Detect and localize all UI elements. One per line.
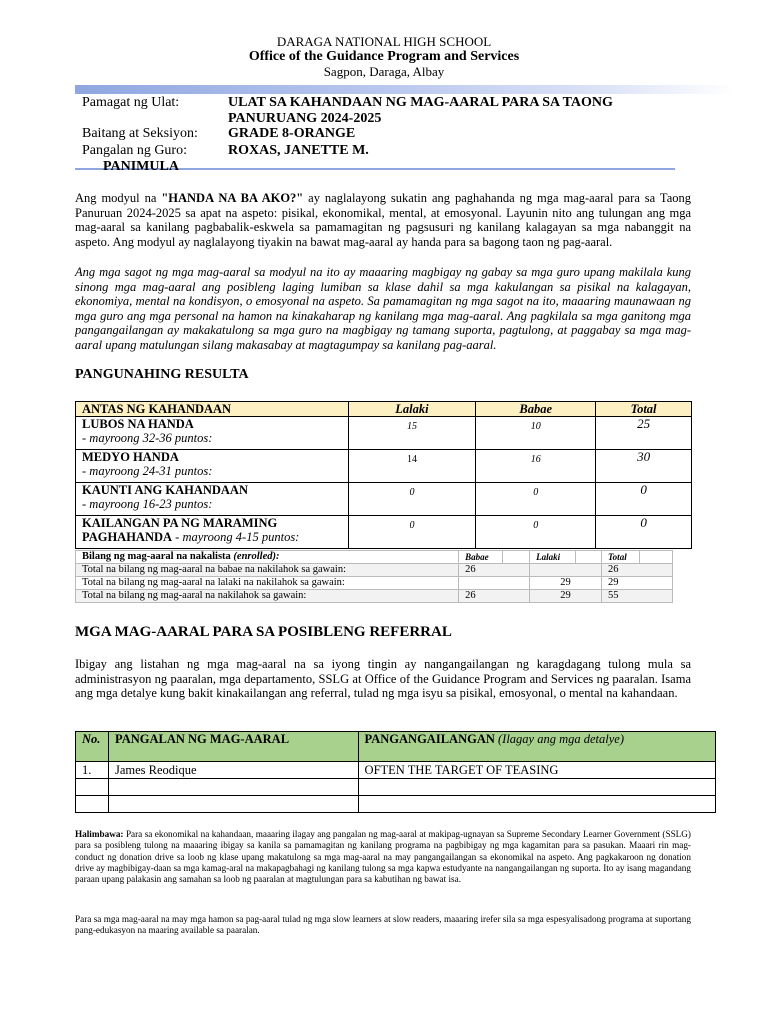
total-count: 25 <box>596 417 692 450</box>
level-range: - mayroong 16-23 puntos: <box>82 497 213 511</box>
level-cell <box>76 516 349 549</box>
student-need <box>358 796 715 813</box>
grade-value: GRADE 8-ORANGE <box>228 126 356 141</box>
row-label: Total na bilang ng mag-aaral na lalaki na nakilahok sa gawain: <box>76 577 459 590</box>
slow-learners-note: Para sa mga mag-aaral na may mga hamon sa pag-aaral tulad ng mga slow learners at slow readers, maaaring irefer sila sa mga espesyalisadong programa at suportang pang-edukasyon na maaring available sa paaralan. <box>75 914 691 936</box>
student-need: OFTEN THE TARGET OF TEASING <box>358 762 715 779</box>
level-range: - mayroong 4-15 puntos: <box>172 530 300 544</box>
column-header-text: PANGANGAILANGAN <box>364 732 495 746</box>
column-header <box>358 732 715 762</box>
total-value: 29 <box>602 577 673 590</box>
referral-paragraph: Ibigay ang listahan ng mga mag-aaral na sa iyong tingin ay nangangailangan ng karagdagang tulong mula sa administrasyon ng paaralan, mga departamento, SSLG at Office of the Guidance Program and Services ng paaralan. Isama ang mga detalye kung bakit kinakailangan ang referral, tulad ng mga isyu sa pisikal, emosyonal, o mental na kahandaan. <box>75 657 691 701</box>
total-count: 0 <box>596 483 692 516</box>
table-row <box>76 762 716 779</box>
row-number <box>76 796 109 813</box>
total-count: 30 <box>596 450 692 483</box>
row-label: Total na bilang ng mag-aaral na babae na nakilahok sa gawain: <box>76 564 459 577</box>
title-value-line2: PANURUANG 2024-2025 <box>228 111 382 126</box>
title-label: Pamagat ng Ulat: <box>82 95 180 110</box>
row-label: Total na bilang ng mag-aaral na nakilahok sa gawain: <box>76 590 459 603</box>
total-count: 0 <box>596 516 692 549</box>
empty-cell <box>576 551 602 564</box>
intro-p1-text-start: Ang modyul na <box>75 191 162 205</box>
enrolled-table <box>75 550 673 603</box>
female-value: 26 <box>459 590 530 603</box>
title-value-line1: ULAT SA KAHANDAAN NG MAG-AARAL PARA SA TAONG <box>228 95 613 110</box>
student-need <box>358 779 715 796</box>
table-row <box>76 450 692 483</box>
column-header: Babae <box>476 402 596 417</box>
teacher-value: ROXAS, JANETTE M. <box>228 143 369 158</box>
female-count: 16 <box>476 450 596 483</box>
table-row <box>76 796 716 813</box>
grade-label: Baitang at Seksiyon: <box>82 126 198 141</box>
table-row <box>76 577 673 590</box>
enrolled-header-row <box>76 551 673 564</box>
female-count: 0 <box>476 483 596 516</box>
student-name: James Reodique <box>108 762 358 779</box>
male-count: 15 <box>348 417 476 450</box>
total-value: 55 <box>602 590 673 603</box>
level-cell <box>76 483 349 516</box>
referral-heading: MGA MAG-AARAL PARA SA POSIBLENG REFERRAL <box>75 624 452 640</box>
enrolled-label-text: Bilang ng mag-aaral na nakalista <box>82 551 234 562</box>
intro-heading: PANIMULA <box>103 159 179 174</box>
level-range: - mayroong 32-36 puntos: <box>82 431 213 445</box>
empty-cell <box>503 551 530 564</box>
example-label: Halimbawa: <box>75 829 124 839</box>
referral-table <box>75 731 716 813</box>
column-header: Total <box>602 551 640 564</box>
student-name <box>108 779 358 796</box>
female-count: 0 <box>476 516 596 549</box>
column-header: PANGALAN NG MAG-AARAL <box>108 732 358 762</box>
level-range: - mayroong 24-31 puntos: <box>82 464 213 478</box>
level-name: LUBOS NA HANDA <box>82 417 194 431</box>
male-count: 0 <box>348 483 476 516</box>
example-text: Para sa ekonomikal na kahandaan, maaaring ilagay ang pangalan ng mag-aaral at makipag-ugnayan sa Supreme Secondary Learner Government (SSLG) para sa posibleng tulong na maaaring ibigay sa kanila sa pamamagitan ng kanilang programa na pagbibigay ng mga kagamitan para sa pasukan. Maaari rin mag-conduct ng donation drive sa loob ng klase upang makatulong sa mga mag-aaral na may pangangailangan sa ekonomikal na aspeto. Ang pagkakaroon ng donation drive ay magbibigay-daan sa mga kamag-aral na makapagbahagi ng kanilang tulong sa mga kapwa estudyante na nangangailangan ng suporta. Ito ay isang magandang paraan upang palakasin ang samahan sa loob ng paaralan at magtulungan para sa kabutihan ng bawat isa. <box>75 829 691 885</box>
module-name: "HANDA NA BA AKO?" <box>161 191 304 205</box>
enrolled-label <box>76 551 459 564</box>
male-value: 29 <box>530 577 602 590</box>
row-number <box>76 779 109 796</box>
enrolled-label-note: (enrolled): <box>233 551 280 562</box>
teacher-label: Pangalan ng Guro: <box>82 143 187 158</box>
column-header: ANTAS NG KAHANDAAN <box>76 402 349 417</box>
table-header-row <box>76 732 716 762</box>
example-note <box>75 829 691 885</box>
results-heading: PANGUNAHING RESULTA <box>75 367 249 382</box>
office-name: Office of the Guidance Program and Services <box>248 49 520 64</box>
table-row <box>76 590 673 603</box>
student-name <box>108 796 358 813</box>
intro-paragraph-2: Ang mga sagot ng mga mag-aaral sa modyul na ito ay maaaring magbigay ng gabay sa mga guro upang makilala kung sinong mga mag-aaral ang posibleng laging lumiban sa klase dahil sa mga kakulangan sa pisikal na kalagayan, ekonomiya, mental na kondisyon, o emosyonal na aspeto. Sa pamamagitan ng mga sagot na ito, maaaring maunawaan ng mga guro ang mga personal na hamon na kinakaharap ng kanilang mga mag-aaral. Ang pagkilala sa mga ganitong mga pangangailangan ay makakatulong sa mga guro na magbigay ng tamang suporta, pagtulong, at paggabay sa mga mag-aaral upang matulungan silang makasabay at magtagumpay sa kanilang pag-aaral. <box>75 265 691 352</box>
table-header-row <box>76 402 692 417</box>
table-row <box>76 779 716 796</box>
female-value <box>459 577 530 590</box>
table-row <box>76 483 692 516</box>
empty-cell <box>639 551 672 564</box>
total-value: 26 <box>602 564 673 577</box>
intro-paragraph-1 <box>75 191 691 249</box>
row-number: 1. <box>76 762 109 779</box>
level-name: MEDYO HANDA <box>82 450 179 464</box>
column-header: Lalaki <box>348 402 476 417</box>
level-name: KAUNTI ANG KAHANDAAN <box>82 483 248 497</box>
male-count: 0 <box>348 516 476 549</box>
column-header-note: (Ilagay ang mga detalye) <box>498 732 625 746</box>
column-header: Babae <box>459 551 503 564</box>
level-cell <box>76 450 349 483</box>
school-name: DARAGA NATIONAL HIGH SCHOOL <box>276 34 492 49</box>
level-name: KAILANGAN PA NG MARAMING PAGHAHANDA <box>82 516 278 544</box>
readiness-table <box>75 401 692 549</box>
female-value: 26 <box>459 564 530 577</box>
header-band <box>75 85 735 94</box>
column-header: No. <box>76 732 109 762</box>
male-value: 29 <box>530 590 602 603</box>
female-count: 10 <box>476 417 596 450</box>
male-value <box>530 564 602 577</box>
column-header: Total <box>596 402 692 417</box>
table-row <box>76 417 692 450</box>
school-address: Sagpon, Daraga, Albay <box>323 64 445 79</box>
level-cell <box>76 417 349 450</box>
table-row <box>76 564 673 577</box>
intro-p1-text-end: ay naglalayong sukatin ang paghahanda ng mga mag-aaral para sa Taong Panuruan 2024-2025 sa apat na aspeto: pisikal, ekonomikal, mental, at emosyonal. Layunin nito ang tulungan ang mga mag-aaral sa kanilang pagbabalik-eskwela sa pamamagitan ng pagsusuri ng kanilang kalagayan sa mga nabanggit na aspeto. Ang modyul ay naglalayong tiyakin na bawat mag-aaral ay handa para sa bagong taon ng pag-aaral. <box>75 191 691 249</box>
table-row <box>76 516 692 549</box>
column-header: Lalaki <box>530 551 576 564</box>
male-count: 14 <box>348 450 476 483</box>
